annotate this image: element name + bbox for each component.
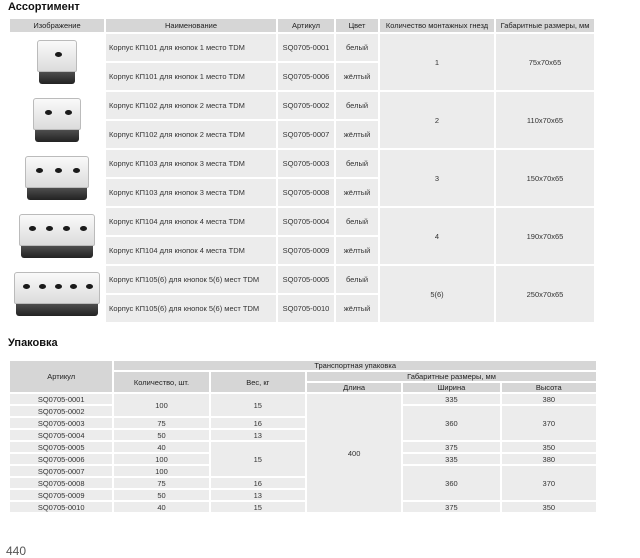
pack-article: SQ0705-0006 — [10, 454, 112, 464]
pack-height: 350 — [502, 442, 596, 452]
pack-qty: 50 — [114, 430, 208, 440]
product-article: SQ0705-0005 — [278, 266, 334, 293]
pack-header-height: Высота — [502, 383, 596, 392]
assortment-row — [10, 150, 594, 177]
pack-height: 370 — [502, 406, 596, 440]
pack-qty: 40 — [114, 502, 208, 512]
assortment-row — [10, 92, 594, 119]
pack-weight: 13 — [211, 490, 305, 500]
header-article: Артикул — [278, 19, 334, 32]
header-mounts: Количество монтажных гнезд — [380, 19, 494, 32]
pack-article: SQ0705-0005 — [10, 442, 112, 452]
pack-width: 360 — [403, 406, 499, 440]
product-name: Корпус КП104 для кнопок 4 места TDM — [106, 237, 276, 264]
product-name: Корпус КП102 для кнопок 2 места TDM — [106, 121, 276, 148]
product-color: жёлтый — [336, 295, 378, 322]
pack-qty: 50 — [114, 490, 208, 500]
product-name: Корпус КП104 для кнопок 4 места TDM — [106, 208, 276, 235]
pack-header-weight: Вес, кг — [211, 372, 305, 392]
mount-hole — [36, 168, 43, 173]
packaging-table — [8, 359, 598, 514]
product-article: SQ0705-0008 — [278, 179, 334, 206]
product-name: Корпус КП105(6) для кнопок 5(6) мест TDM — [106, 266, 276, 293]
product-name: Корпус КП101 для кнопок 1 место TDM — [106, 63, 276, 90]
mount-hole — [23, 284, 30, 289]
assortment-row — [10, 208, 594, 235]
pack-qty: 100 — [114, 454, 208, 464]
product-color: жёлтый — [336, 63, 378, 90]
product-article: SQ0705-0009 — [278, 237, 334, 264]
product-image — [10, 208, 104, 264]
overall-size: 250x70x65 — [496, 266, 594, 322]
pack-qty: 100 — [114, 466, 208, 476]
mount-hole — [80, 226, 87, 231]
pack-width: 335 — [403, 394, 499, 404]
packaging-row — [10, 502, 596, 512]
pack-header-article: Артикул — [10, 361, 112, 392]
product-color: жёлтый — [336, 237, 378, 264]
header-size: Габаритные размеры, мм — [496, 19, 594, 32]
mount-hole — [73, 168, 80, 173]
assortment-row — [10, 266, 594, 293]
product-image — [10, 34, 104, 90]
pack-article: SQ0705-0004 — [10, 430, 112, 440]
product-image — [10, 266, 104, 322]
assortment-title: Ассортимент — [8, 1, 80, 13]
product-article: SQ0705-0002 — [278, 92, 334, 119]
product-name: Корпус КП103 для кнопок 3 места TDM — [106, 150, 276, 177]
pack-height: 350 — [502, 502, 596, 512]
pack-width: 335 — [403, 454, 499, 464]
pack-header-dims: Габаритные размеры, мм — [307, 372, 596, 381]
header-name: Наименование — [106, 19, 276, 32]
pack-height: 370 — [502, 466, 596, 500]
pack-weight: 16 — [211, 478, 305, 488]
mount-hole — [46, 226, 53, 231]
product-color: белый — [336, 150, 378, 177]
pack-weight: 16 — [211, 418, 305, 428]
mount-hole — [55, 52, 62, 57]
pack-article: SQ0705-0009 — [10, 490, 112, 500]
product-article: SQ0705-0004 — [278, 208, 334, 235]
pack-weight: 15 — [211, 394, 305, 416]
overall-size: 75x70x65 — [496, 34, 594, 90]
button-box-image — [14, 272, 100, 316]
product-color: белый — [336, 266, 378, 293]
pack-article: SQ0705-0003 — [10, 418, 112, 428]
mount-hole — [63, 226, 70, 231]
overall-size: 190x70x65 — [496, 208, 594, 264]
pack-qty: 100 — [114, 394, 208, 416]
pack-article: SQ0705-0001 — [10, 394, 112, 404]
mount-hole — [65, 110, 72, 115]
product-article: SQ0705-0001 — [278, 34, 334, 61]
packaging-row — [10, 442, 596, 452]
pack-weight: 13 — [211, 430, 305, 440]
pack-weight: 15 — [211, 442, 305, 476]
pack-header-length: Длина — [307, 383, 401, 392]
pack-header-width: Ширина — [403, 383, 499, 392]
button-box-image — [19, 214, 95, 258]
product-image — [10, 92, 104, 148]
pack-qty: 75 — [114, 478, 208, 488]
mount-hole — [45, 110, 52, 115]
header-color: Цвет — [336, 19, 378, 32]
product-name: Корпус КП102 для кнопок 2 места TDM — [106, 92, 276, 119]
pack-qty: 75 — [114, 418, 208, 428]
pack-width: 375 — [403, 502, 499, 512]
mount-hole — [55, 284, 62, 289]
product-name: Корпус КП103 для кнопок 3 места TDM — [106, 179, 276, 206]
product-name: Корпус КП101 для кнопок 1 место TDM — [106, 34, 276, 61]
product-color: белый — [336, 34, 378, 61]
mount-hole — [70, 284, 77, 289]
pack-width: 375 — [403, 442, 499, 452]
pack-article: SQ0705-0010 — [10, 502, 112, 512]
mount-count: 5(6) — [380, 266, 494, 322]
product-color: жёлтый — [336, 121, 378, 148]
product-article: SQ0705-0003 — [278, 150, 334, 177]
mount-count: 1 — [380, 34, 494, 90]
product-color: белый — [336, 208, 378, 235]
mount-hole — [29, 226, 36, 231]
pack-qty: 40 — [114, 442, 208, 452]
pack-article: SQ0705-0008 — [10, 478, 112, 488]
overall-size: 110x70x65 — [496, 92, 594, 148]
mount-count: 3 — [380, 150, 494, 206]
pack-height: 380 — [502, 454, 596, 464]
overall-size: 150x70x65 — [496, 150, 594, 206]
packaging-row — [10, 394, 596, 404]
assortment-table — [8, 17, 596, 324]
pack-article: SQ0705-0002 — [10, 406, 112, 416]
page-number: 440 — [6, 544, 27, 558]
product-color: жёлтый — [336, 179, 378, 206]
assortment-header-row — [10, 19, 594, 32]
pack-height: 380 — [502, 394, 596, 404]
mount-hole — [86, 284, 93, 289]
pack-header-transport: Транспортная упаковка — [114, 361, 596, 370]
button-box-image — [37, 40, 77, 84]
pack-header-qty: Количество, шт. — [114, 372, 208, 392]
product-color: белый — [336, 92, 378, 119]
product-article: SQ0705-0007 — [278, 121, 334, 148]
product-image — [10, 150, 104, 206]
button-box-image — [33, 98, 81, 142]
mount-count: 4 — [380, 208, 494, 264]
pack-article: SQ0705-0007 — [10, 466, 112, 476]
pack-length: 400 — [307, 394, 401, 512]
assortment-row — [10, 34, 594, 61]
header-image: Изображение — [10, 19, 104, 32]
product-article: SQ0705-0006 — [278, 63, 334, 90]
pack-width: 360 — [403, 466, 499, 500]
product-article: SQ0705-0010 — [278, 295, 334, 322]
packaging-title: Упаковка — [8, 337, 58, 349]
product-name: Корпус КП105(6) для кнопок 5(6) мест TDM — [106, 295, 276, 322]
mount-hole — [39, 284, 46, 289]
mount-count: 2 — [380, 92, 494, 148]
pack-weight: 15 — [211, 502, 305, 512]
button-box-image — [25, 156, 89, 200]
mount-hole — [55, 168, 62, 173]
